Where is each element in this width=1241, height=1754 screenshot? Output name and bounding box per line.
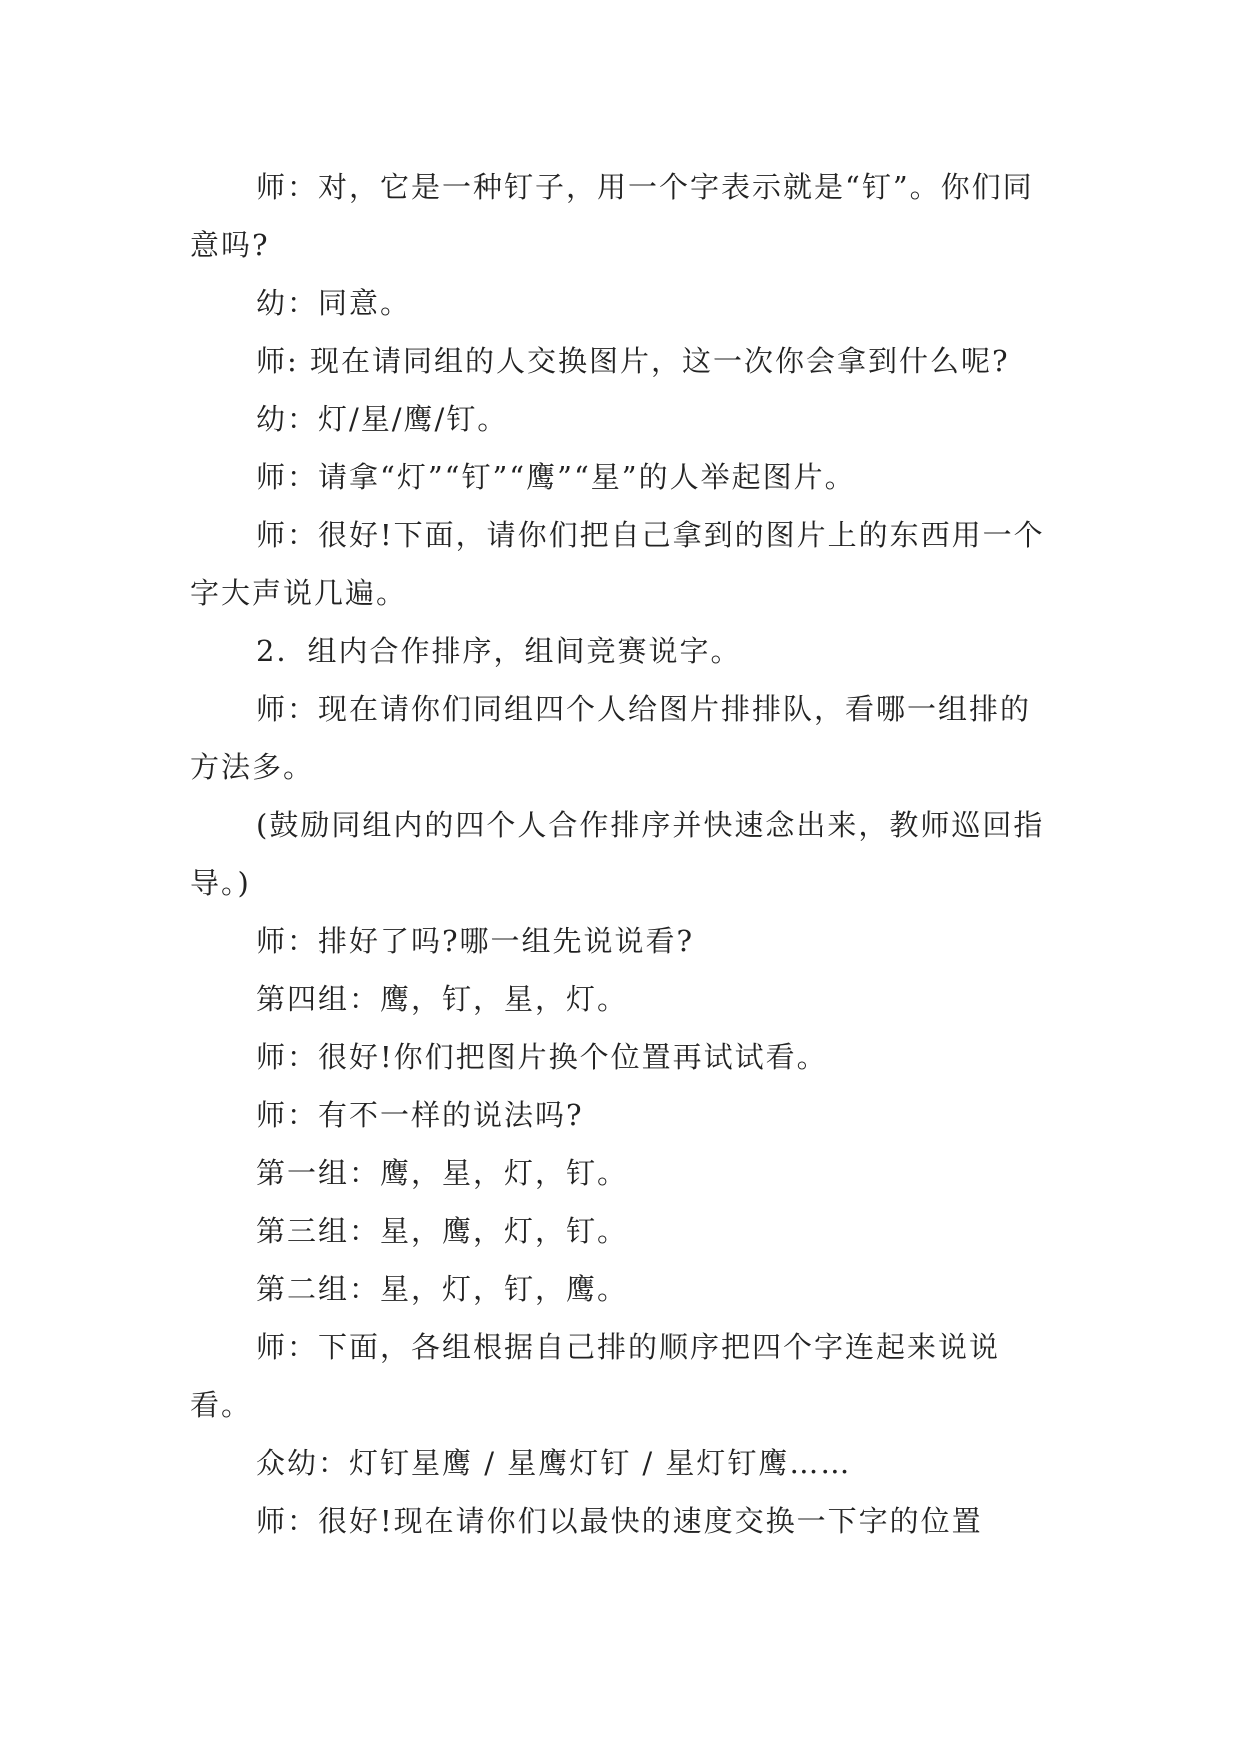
paragraph: 师：很好!你们把图片换个位置再试试看。 [256, 1040, 828, 1074]
paragraph: 师：很好!下面，请你们把自己拿到的图片上的东西用一个字大声说几遍。 [190, 518, 1045, 610]
paragraph: 幼：同意。 [256, 286, 412, 320]
section-heading: 2．组内合作排序，组间竞赛说字。 [256, 634, 742, 668]
paragraph: 第二组：星，灯，钉，鹰。 [256, 1272, 629, 1306]
paragraph: 师：对，它是一种钉子，用一个字表示就是“钉”。你们同意吗? [190, 170, 1034, 262]
paragraph: 师：现在请你们同组四个人给图片排排队，看哪一组排的方法多。 [190, 692, 1032, 784]
paragraph: 师：很好!现在请你们以最快的速度交换一下字的位置 [256, 1504, 983, 1538]
paragraph: 众幼：灯钉星鹰 / 星鹰灯钉 / 星灯钉鹰…… [256, 1446, 852, 1480]
paragraph: 师：排好了吗?哪一组先说说看? [256, 924, 695, 958]
paragraph: 师：有不一样的说法吗? [256, 1098, 584, 1132]
paragraph: 第四组：鹰，钉，星，灯。 [256, 982, 629, 1016]
paragraph: 师：下面，各组根据自己排的顺序把四个字连起来说说看。 [190, 1330, 1001, 1422]
paragraph: 师: 现在请同组的人交换图片，这一次你会拿到什么呢? [256, 344, 1010, 378]
document-body [190, 158, 1060, 1550]
paragraph: (鼓励同组内的四个人合作排序并快速念出来，教师巡回指导。) [190, 808, 1045, 900]
paragraph: 第一组：鹰，星，灯，钉。 [256, 1156, 629, 1190]
paragraph: 师：请拿“灯”“钉”“鹰”“星”的人举起图片。 [256, 460, 856, 494]
paragraph: 幼：灯/星/鹰/钉。 [256, 402, 509, 436]
paragraph: 第三组：星，鹰，灯，钉。 [256, 1214, 629, 1248]
